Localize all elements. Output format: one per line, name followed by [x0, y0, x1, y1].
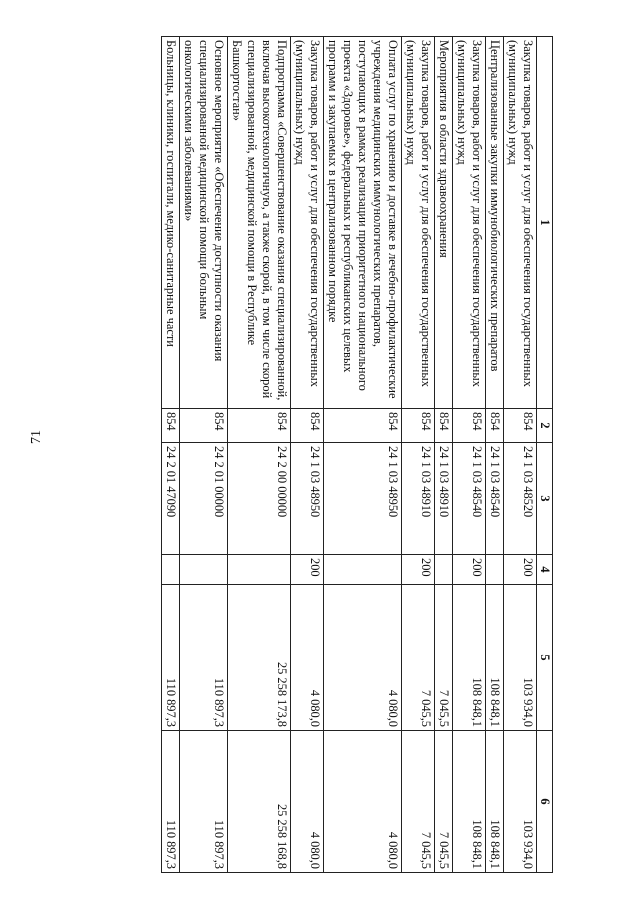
- row-name: Мероприятия в области здравоохранения: [435, 37, 453, 409]
- row-code: 24 1 03 48520: [504, 443, 537, 555]
- row-value-2: 7 045,5: [435, 731, 453, 873]
- row-value-1: 25 258 173,8: [228, 585, 291, 731]
- table-row: [435, 37, 453, 873]
- row-type: 200: [504, 555, 537, 585]
- row-value-2: 110 897,3: [162, 731, 180, 873]
- row-type: [435, 555, 453, 585]
- row-ministry: 854: [435, 409, 453, 443]
- row-name: Закупка товаров, работ и услуг для обеспечения государственных (муниципальных) нужд: [402, 37, 435, 409]
- row-value-1: 7 045,5: [435, 585, 453, 731]
- row-ministry: 854: [453, 409, 486, 443]
- table-row: [402, 37, 435, 873]
- page-number: 71: [29, 430, 44, 444]
- table-row: [504, 37, 537, 873]
- row-ministry: 854: [228, 409, 291, 443]
- row-name: Подпрограмма «Совершенствование оказания специализированной, включая высокотехнологичную, а также скорой, в том числе скорой специализированной, медицинской помощи в Республике Башкортостан»: [228, 37, 291, 409]
- row-code: 24 1 03 48540: [453, 443, 486, 555]
- row-type: [324, 555, 402, 585]
- table-row: [162, 37, 180, 873]
- budget-table-rotated: [73, 36, 553, 872]
- row-type: [228, 555, 291, 585]
- table-row: [453, 37, 486, 873]
- header-cell: 6: [537, 731, 553, 873]
- row-value-2: 110 897,3: [180, 731, 228, 873]
- header-cell: 3: [537, 443, 553, 555]
- row-type: [180, 555, 228, 585]
- row-value-2: 108 848,1: [486, 731, 504, 873]
- row-value-2: 4 080,0: [324, 731, 402, 873]
- row-name: Закупка товаров, работ и услуг для обеспечения государственных (муниципальных) нужд: [453, 37, 486, 409]
- row-type: 200: [402, 555, 435, 585]
- row-ministry: 854: [291, 409, 324, 443]
- row-value-1: 7 045,5: [402, 585, 435, 731]
- row-code: 24 2 01 00000: [180, 443, 228, 555]
- row-ministry: 854: [180, 409, 228, 443]
- row-type: 200: [291, 555, 324, 585]
- row-value-1: 4 080,0: [324, 585, 402, 731]
- row-name: Больницы, клиники, госпитали, медико-санитарные части: [162, 37, 180, 409]
- row-value-2: 25 258 168,8: [228, 731, 291, 873]
- header-cell: 4: [537, 555, 553, 585]
- row-code: 24 2 01 47090: [162, 443, 180, 555]
- table-row: [228, 37, 291, 873]
- row-type: [486, 555, 504, 585]
- row-ministry: 854: [324, 409, 402, 443]
- row-ministry: 854: [486, 409, 504, 443]
- row-ministry: 854: [504, 409, 537, 443]
- table-row: [324, 37, 402, 873]
- row-type: [162, 555, 180, 585]
- row-ministry: 854: [162, 409, 180, 443]
- header-cell: 5: [537, 585, 553, 731]
- table-row: [180, 37, 228, 873]
- row-value-1: 108 848,1: [453, 585, 486, 731]
- header-row: [537, 37, 553, 873]
- row-name: Основное мероприятие «Обеспечение доступности оказания специализированной медицинской помощи больным онкологическими заболеваниями»: [180, 37, 228, 409]
- row-value-2: 103 934,0: [504, 731, 537, 873]
- budget-table: [161, 36, 553, 873]
- row-value-2: 108 848,1: [453, 731, 486, 873]
- table-row: [486, 37, 504, 873]
- row-code: 24 1 03 48910: [402, 443, 435, 555]
- row-value-1: 110 897,3: [162, 585, 180, 731]
- row-value-1: 103 934,0: [504, 585, 537, 731]
- row-value-2: 7 045,5: [402, 731, 435, 873]
- header-cell: 2: [537, 409, 553, 443]
- row-code: 24 1 03 48950: [291, 443, 324, 555]
- row-name: Закупка товаров, работ и услуг для обеспечения государственных (муниципальных) нужд: [291, 37, 324, 409]
- row-name: Оплата услуг по хранению и доставке в лечебно-профилактические учреждения медицинских иммунологических препаратов, поступающих в рамках реализации приоритетного национального проекта «Здоровье», федеральных и республиканских целевых программ и закупаемых в централизованном порядке: [324, 37, 402, 409]
- row-name: Закупка товаров, работ и услуг для обеспечения государственных (муниципальных) нужд: [504, 37, 537, 409]
- row-type: 200: [453, 555, 486, 585]
- row-value-1: 4 080,0: [291, 585, 324, 731]
- row-code: 24 1 03 48910: [435, 443, 453, 555]
- row-code: 24 2 00 00000: [228, 443, 291, 555]
- row-value-1: 110 897,3: [180, 585, 228, 731]
- row-value-1: 108 848,1: [486, 585, 504, 731]
- row-code: 24 1 03 48540: [486, 443, 504, 555]
- row-value-2: 4 080,0: [291, 731, 324, 873]
- header-cell: 1: [537, 37, 553, 409]
- row-ministry: 854: [402, 409, 435, 443]
- row-code: 24 1 03 48950: [324, 443, 402, 555]
- table-row: [291, 37, 324, 873]
- row-name: Централизованные закупки иммунобиологических препаратов: [486, 37, 504, 409]
